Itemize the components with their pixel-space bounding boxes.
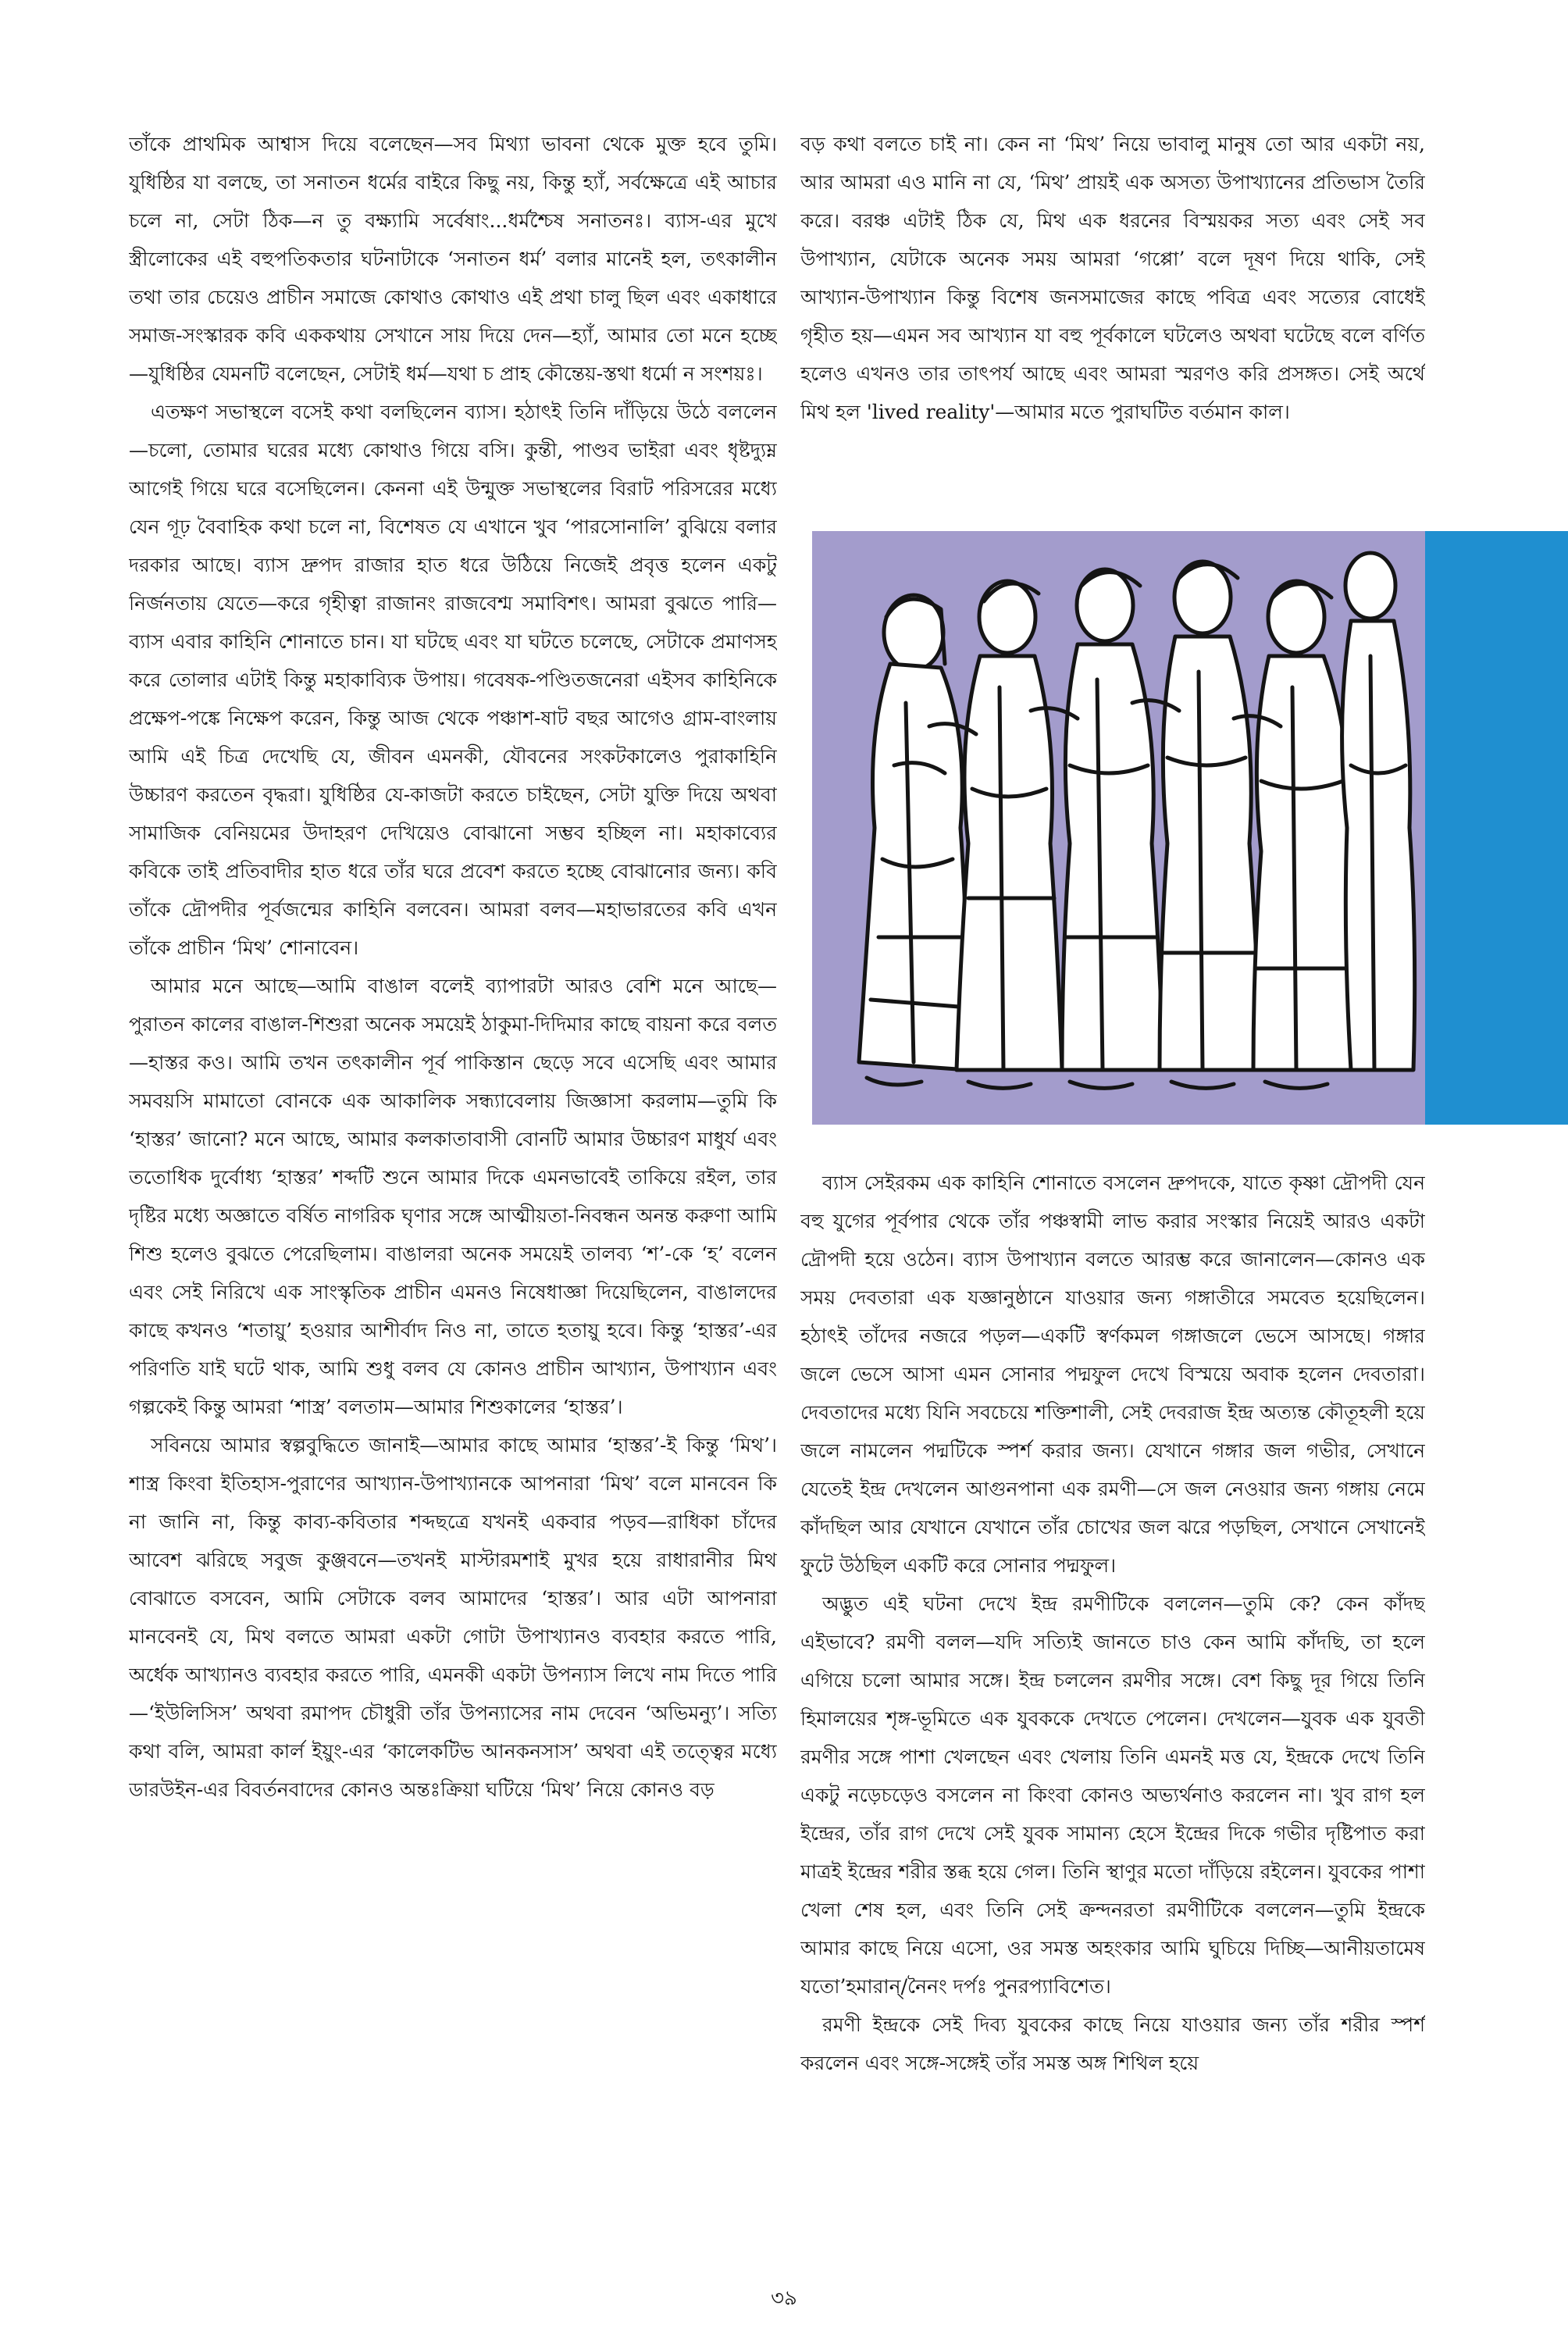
illustration: [812, 531, 1425, 1125]
blue-tab: [1425, 531, 1568, 1125]
paragraph: রমণী ইন্দ্রকে সেই দিব্য যুবকের কাছে নিয়ে যাওয়ার জন্য তাঁর শরীর স্পর্শ করলেন এবং সঙ্গে-সঙ্গেই তাঁর সমস্ত অঙ্গ শিথিল হয়ে: [800, 2013, 1425, 2074]
paragraph: এতক্ষণ সভাস্থলে বসেই কথা বলছিলেন ব্যাস। হঠাৎই তিনি দাঁড়িয়ে উঠে বললেন—চলো, তোমার ঘরের মধ্যে কোথাও গিয়ে বসি। কুন্তী, পাণ্ডব ভাইরা এবং ধৃষ্টদ্যুম্ন আগেই গিয়ে ঘরে বসেছিলেন। কেননা এই উন্মুক্ত সভাস্থলের বিরাট পরিসরের মধ্যে যেন গূঢ় বৈবাহিক কথা চলে না, বিশেষত যে এখানে খুব ‘পারসোনালি’ বুঝিয়ে বলার দরকার আছে। ব্যাস দ্রুপদ রাজার হাত ধরে উঠিয়ে নিজেই প্রবৃত্ত হলেন একটু নির্জনতায় যেতে—করে গৃহীত্বা রাজানং রাজবেশ্ম সমাবিশৎ। আমরা বুঝতে পারি—ব্যাস এবার কাহিনি শোনাতে চান। যা ঘটছে এবং যা ঘটতে চলেছে, সেটাকে প্রমাণসহ করে তোলার এটাই কিন্তু মহাকাব্যিক উপায়। গবেষক-পণ্ডিতজনেরা এইসব কাহিনিকে প্রক্ষেপ-পঙ্কে নিক্ষেপ করেন, কিন্তু আজ থেকে পঞ্চাশ-ষাট বছর আগেও গ্রাম-বাংলায় আমি এই চিত্র দেখেছি যে, জীবন এমনকী, যৌবনের সংকটকালেও পুরাকাহিনি উচ্চারণ করতেন বৃদ্ধরা। যুধিষ্ঠির যে-কাজটা করতে চাইছেন, সেটা যুক্তি দিয়ে অথবা সামাজিক বেনিয়মের উদাহরণ দেখিয়েও বোঝানো সম্ভব হচ্ছিল না। মহাকাব্যের কবিকে তাই প্রতিবাদীর হাত ধরে তাঁর ঘরে প্রবেশ করতে হচ্ছে বোঝানোর জন্য। কবি তাঁকে দ্রৌপদীর পূর্বজন্মের কাহিনি বলবেন। আমরা বলব—মহাভারতের কবি এখন তাঁকে প্রাচীন ‘মিথ’ শোনাবেন।: [129, 401, 777, 959]
page-number: ৩৯: [771, 2287, 797, 2310]
paragraph: আমার মনে আছে—আমি বাঙাল বলেই ব্যাপারটা আরও বেশি মনে আছে—পুরাতন কালের বাঙাল-শিশুরা অনেক সময়েই ঠাকুমা-দিদিমার কাছে বায়না করে বলত—হাস্তর কও। আমি তখন তৎকালীন পূর্ব পাকিস্তান ছেড়ে সবে এসেছি এবং আমার সমবয়সি মামাতো বোনকে এক আকালিক সন্ধ্যাবেলায় জিজ্ঞাসা করলাম—তুমি কি ‘হাস্তর’ জানো? মনে আছে, আমার কলকাতাবাসী বোনটি আমার উচ্চারণ মাধুর্য এবং ততোধিক দুর্বোধ্য ‘হাস্তর’ শব্দটি শুনে আমার দিকে এমনভাবেই তাকিয়ে রইল, তার দৃষ্টির মধ্যে অজ্ঞাতে বর্ষিত নাগরিক ঘৃণার সঙ্গে আত্মীয়তা-নিবন্ধন অনন্ত করুণা আমি শিশু হলেও বুঝতে পেরেছিলাম। বাঙালরা অনেক সময়েই তালব্য ‘শ’-কে ‘হ’ বলেন এবং সেই নিরিখে এক সাংস্কৃতিক প্রাচীন এমনও নিষেধাজ্ঞা দিয়েছিলেন, বাঙালদের কাছে কখনও ‘শতায়ু’ হওয়ার আশীর্বাদ নিও না, তাতে হতায়ু হবে। কিন্তু ‘হাস্তর’-এর পরিণতি যাই ঘটে থাক, আমি শুধু বলব যে কোনও প্রাচীন আখ্যান, উপাখ্যান এবং গল্পকেই কিন্তু আমরা ‘শাস্ত্র’ বলতাম—আমার শিশুকালের ‘হাস্তর’।: [129, 975, 777, 1418]
left-column: [129, 125, 777, 2265]
paragraph: বড় কথা বলতে চাই না। কেন না ‘মিথ’ নিয়ে ভাবালু মানুষ তো আর একটা নয়, আর আমরা এও মানি না যে, ‘মিথ’ প্রায়ই এক অসত্য উপাখ্যানের প্রতিভাস তৈরি করে। বরঞ্চ এটাই ঠিক যে, মিথ এক ধরনের বিস্ময়কর সত্য এবং সেই সব উপাখ্যান, যেটাকে অনেক সময় আমরা ‘গপ্পো’ বলে দূষণ দিয়ে থাকি, সেই আখ্যান-উপাখ্যান কিন্তু বিশেষ জনসমাজের কাছে পবিত্র এবং সত্যের বোধেই গৃহীত হয়—এমন সব আখ্যান যা বহু পূর্বকালে ঘটলেও অথবা ঘটেছে বলে বর্ণিত হলেও এখনও তার তাৎপর্য আছে এবং আমরা স্মরণও করি প্রসঙ্গত। সেই অর্থে মিথ হল 'lived reality'—আমার মতে পুরাঘটিত বর্তমান কাল।: [800, 133, 1425, 423]
paragraph: ব্যাস সেইরকম এক কাহিনি শোনাতে বসলেন দ্রুপদকে, যাতে কৃষ্ণা দ্রৌপদী যেন বহু যুগের পূর্বপার থেকে তাঁর পঞ্চস্বামী লাভ করার সংস্কার নিয়েই আরও একটা দ্রৌপদী হয়ে ওঠেন। ব্যাস উপাখ্যান বলতে আরম্ভ করে জানালেন—কোনও এক সময় দেবতারা এক যজ্ঞানুষ্ঠানে যাওয়ার জন্য গঙ্গাতীরে সমবেত হয়েছিলেন। হঠাৎই তাঁদের নজরে পড়ল—একটি স্বর্ণকমল গঙ্গাজলে ভেসে আসছে। গঙ্গার জলে ভেসে আসা এমন সোনার পদ্মফুল দেখে বিস্ময়ে অবাক হলেন দেবতারা। দেবতাদের মধ্যে যিনি সবচেয়ে শক্তিশালী, সেই দেবরাজ ইন্দ্র অত্যন্ত কৌতূহলী হয়ে জলে নামলেন পদ্মটিকে স্পর্শ করার জন্য। যেখানে গঙ্গার জল গভীর, সেখানে যেতেই ইন্দ্র দেখলেন আগুনপানা এক রমণী—সে জল নেওয়ার জন্য গঙ্গায় নেমে কাঁদছিল আর যেখানে যেখানে তাঁর চোখের জল ঝরে পড়ছিল, সেখানে সেখানেই ফুটে উঠছিল একটি করে সোনার পদ্মফুল।: [800, 1171, 1425, 1577]
group-of-women-drawing-icon: [812, 531, 1425, 1125]
right-column-top: [800, 125, 1425, 515]
paragraph: সবিনয়ে আমার স্বল্পবুদ্ধিতে জানাই—আমার কাছে আমার ‘হাস্তর’-ই কিন্তু ‘মিথ’। শাস্ত্র কিংবা ইতিহাস-পুরাণের আখ্যান-উপাখ্যানকে আপনারা ‘মিথ’ বলে মানবেন কি না জানি না, কিন্তু কাব্য-কবিতার শব্দছত্রে যখনই একবার পড়ব—রাধিকা চাঁদের আবেশ ঝরিছে সবুজ কুঞ্জবনে—তখনই মাস্টারমশাই মুখর হয়ে রাধারানীর মিথ বোঝাতে বসবেন, আমি সেটাকে বলব আমাদের ‘হাস্তর’। আর এটা আপনারা মানবেনই যে, মিথ বলতে আমরা একটা গোটা উপাখ্যানও ব্যবহার করতে পারি, অর্ধেক আখ্যানও ব্যবহার করতে পারি, এমনকী একটা উপন্যাস লিখে নাম দিতে পারি—‘ইউলিসিস’ অথবা রমাপদ চৌধুরী তাঁর উপন্যাসের নাম দেবেন ‘অভিমন্যু’। সত্যি কথা বলি, আমরা কার্ল ইয়ুং-এর ‘কালেকটিভ আনকনসাস’ অথবা এই তত্ত্বের মধ্যে ডারউইন-এর বিবর্তনবাদের কোনও অন্তঃক্রিয়া ঘটিয়ে ‘মিথ’ নিয়ে কোনও বড়: [129, 1434, 777, 1801]
paragraph: অদ্ভুত এই ঘটনা দেখে ইন্দ্র রমণীটিকে বললেন—তুমি কে? কেন কাঁদছ এইভাবে? রমণী বলল—যদি সত্যিই জানতে চাও কেন আমি কাঁদছি, তা হলে এগিয়ে চলো আমার সঙ্গে। ইন্দ্র চললেন রমণীর সঙ্গে। বেশ কিছু দূর গিয়ে তিনি হিমালয়ের শৃঙ্গ-ভূমিতে এক যুবককে দেখতে পেলেন। দেখলেন—যুবক এক যুবতী রমণীর সঙ্গে পাশা খেলছেন এবং খেলায় তিনি এমনই মত্ত যে, ইন্দ্রকে দেখে তিনি একটু নড়েচড়েও বসলেন না কিংবা কোনও অভ্যর্থনাও করলেন না। খুব রাগ হল ইন্দ্রের, তাঁর রাগ দেখে সেই যুবক সামান্য হেসে ইন্দ্রের দিকে গভীর দৃষ্টিপাত করা মাত্রই ইন্দ্রের শরীর স্তব্ধ হয়ে গেল। তিনি স্থাণুর মতো দাঁড়িয়ে রইলেন। যুবকের পাশা খেলা শেষ হল, এবং তিনি সেই ক্রন্দনরতা রমণীটিকে বললেন—তুমি ইন্দ্রকে আমার কাছে নিয়ে এসো, ওর সমস্ত অহংকার আমি ঘুচিয়ে দিচ্ছি—আনীয়তামেষ যতো’হমারান্/নৈনং দর্পঃ পুনরপ্যাবিশেত।: [800, 1592, 1425, 1998]
right-column-bottom: [800, 1164, 1425, 2265]
paragraph: তাঁকে প্রাথমিক আশ্বাস দিয়ে বলেছেন—সব মিথ্যা ভাবনা থেকে মুক্ত হবে তুমি। যুধিষ্ঠির যা বলছে, তা সনাতন ধর্মের বাইরে কিছু নয়, কিন্তু হ্যাঁ, সর্বক্ষেত্রে এই আচার চলে না, সেটা ঠিক—ন তু বক্ষ্যামি সর্বেষাং...ধর্মশ্চৈষ সনাতনঃ। ব্যাস-এর মুখে স্ত্রীলোকের এই বহুপতিকতার ঘটনাটাকে ‘সনাতন ধর্ম’ বলার মানেই হল, তৎকালীন তথা তার চেয়েও প্রাচীন সমাজে কোথাও কোথাও এই প্রথা চালু ছিল এবং একাধারে সমাজ-সংস্কারক কবি এককথায় সেখানে সায় দিয়ে দেন—হ্যাঁ, আমার তো মনে হচ্ছে—যুধিষ্ঠির যেমনটি বলেছেন, সেটাই ধর্ম—যথা চ প্রাহ কৌন্তেয়-স্তথা ধর্মো ন সংশয়ঃ।: [129, 133, 777, 385]
